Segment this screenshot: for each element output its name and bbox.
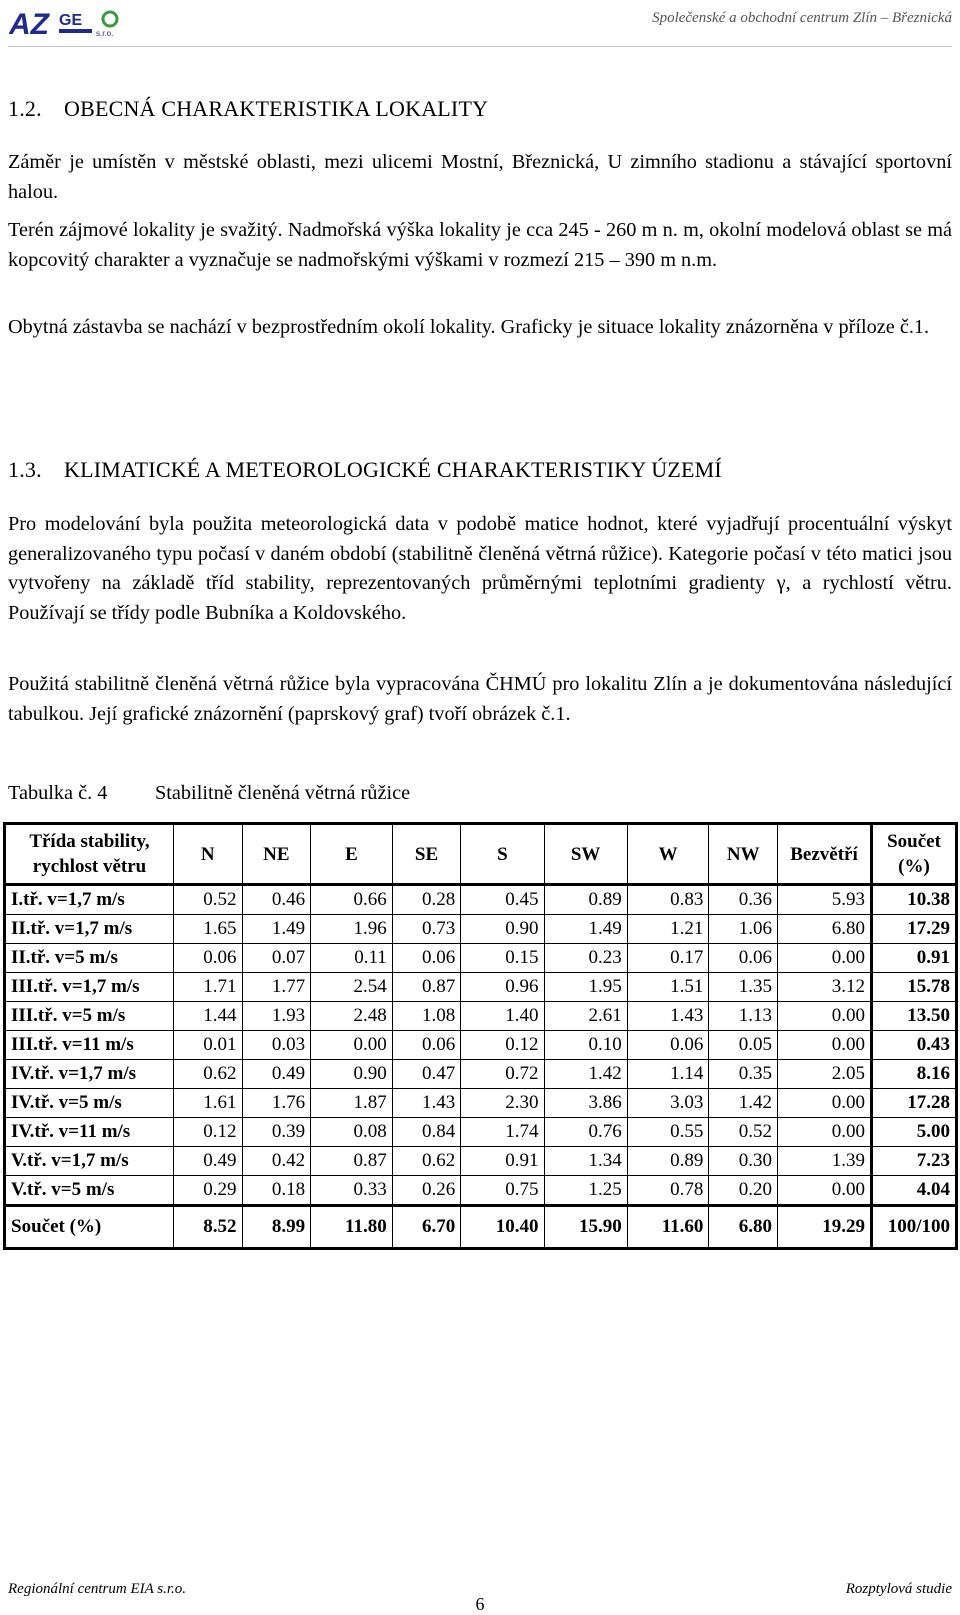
total-cell: 6.80 — [709, 1206, 778, 1249]
svg-text:s.r.o.: s.r.o. — [96, 29, 114, 38]
value-cell: 0.52 — [174, 885, 243, 915]
value-cell: 3.12 — [778, 973, 872, 1002]
table-row — [5, 1089, 957, 1118]
value-cell: 0.33 — [311, 1176, 393, 1206]
header-divider — [8, 46, 952, 47]
value-cell: 1.76 — [242, 1089, 311, 1118]
value-cell: 0.00 — [778, 1176, 872, 1206]
row-sum-cell: 17.29 — [872, 915, 957, 944]
footer-right-text: Rozptylová studie — [845, 1581, 952, 1597]
svg-text:AZ: AZ — [9, 8, 49, 38]
value-cell: 0.89 — [627, 1147, 709, 1176]
row-sum-cell: 8.16 — [872, 1060, 957, 1089]
value-cell: 0.78 — [627, 1176, 709, 1206]
stability-class-cell: II.tř. v=1,7 m/s — [5, 915, 174, 944]
table-row — [5, 1147, 957, 1176]
value-cell: 0.29 — [174, 1176, 243, 1206]
value-cell: 0.11 — [311, 944, 393, 973]
table-row — [5, 1118, 957, 1147]
value-cell: 1.13 — [709, 1002, 778, 1031]
total-cell: 11.60 — [627, 1206, 709, 1249]
value-cell: 0.36 — [709, 885, 778, 915]
value-cell: 1.25 — [544, 1176, 627, 1206]
paragraph: Pro modelování byla použita meteorologická data v podobě matice hodnot, které vyjadřují procentuální výskyt generalizovaného typu počasí v daném období (stabilitně členěná větrná růžice). Kategorie počasí v této matici jsou vytvořeny na základě tříd stability, reprezentovaných průměrnými teplotními gradienty γ, a rychlostí větru. Používají se třídy podle Bubníka a Koldovského. — [8, 513, 952, 624]
paragraph: Obytná zástavba se nachází v bezprostředním okolí lokality. Graficky je situace lokality znázorněna v příloze č.1. — [8, 316, 930, 338]
value-cell: 0.08 — [311, 1118, 393, 1147]
stability-class-cell: V.tř. v=5 m/s — [5, 1176, 174, 1206]
total-label-cell: Součet (%) — [5, 1206, 174, 1249]
value-cell: 0.73 — [392, 915, 461, 944]
azgeo-logo — [9, 8, 144, 38]
value-cell: 1.34 — [544, 1147, 627, 1176]
value-cell: 0.01 — [174, 1031, 243, 1060]
table-row — [5, 885, 957, 915]
value-cell: 0.84 — [392, 1118, 461, 1147]
value-cell: 5.93 — [778, 885, 872, 915]
page-header — [0, 0, 960, 44]
row-sum-cell: 7.23 — [872, 1147, 957, 1176]
value-cell: 0.76 — [544, 1118, 627, 1147]
total-cell: 15.90 — [544, 1206, 627, 1249]
header-cell: N — [174, 824, 243, 885]
value-cell: 0.10 — [544, 1031, 627, 1060]
header-cell: Třída stability, rychlost větru — [5, 824, 174, 885]
value-cell: 1.40 — [461, 1002, 544, 1031]
value-cell: 0.72 — [461, 1060, 544, 1089]
value-cell: 0.49 — [242, 1060, 311, 1089]
value-cell: 0.20 — [709, 1176, 778, 1206]
value-cell: 1.65 — [174, 915, 243, 944]
value-cell: 0.42 — [242, 1147, 311, 1176]
value-cell: 0.89 — [544, 885, 627, 915]
section-number: 1.2. — [8, 96, 42, 121]
svg-text:GE: GE — [59, 12, 83, 29]
value-cell: 0.30 — [709, 1147, 778, 1176]
table-total-row — [5, 1206, 957, 1249]
value-cell: 0.35 — [709, 1060, 778, 1089]
table-row — [5, 1002, 957, 1031]
value-cell: 0.00 — [778, 944, 872, 973]
value-cell: 0.47 — [392, 1060, 461, 1089]
section-title: KLIMATICKÉ A METEOROLOGICKÉ CHARAKTERISTIKY ÚZEMÍ — [64, 457, 722, 482]
value-cell: 1.87 — [311, 1089, 393, 1118]
value-cell: 0.39 — [242, 1118, 311, 1147]
header-cell: SW — [544, 824, 627, 885]
row-sum-cell: 5.00 — [872, 1118, 957, 1147]
value-cell: 1.71 — [174, 973, 243, 1002]
stability-class-cell: III.tř. v=1,7 m/s — [5, 973, 174, 1002]
header-cell: E — [311, 824, 393, 885]
table-row — [5, 944, 957, 973]
value-cell: 0.07 — [242, 944, 311, 973]
table-row — [5, 1176, 957, 1206]
value-cell: 0.62 — [174, 1060, 243, 1089]
value-cell: 0.26 — [392, 1176, 461, 1206]
value-cell: 0.52 — [709, 1118, 778, 1147]
value-cell: 1.61 — [174, 1089, 243, 1118]
total-cell: 10.40 — [461, 1206, 544, 1249]
value-cell: 1.74 — [461, 1118, 544, 1147]
page-footer — [0, 1570, 960, 1613]
value-cell: 0.18 — [242, 1176, 311, 1206]
value-cell: 0.00 — [778, 1118, 872, 1147]
value-cell: 1.42 — [544, 1060, 627, 1089]
value-cell: 3.03 — [627, 1089, 709, 1118]
value-cell: 1.06 — [709, 915, 778, 944]
value-cell: 0.49 — [174, 1147, 243, 1176]
row-sum-cell: 15.78 — [872, 973, 957, 1002]
value-cell: 0.46 — [242, 885, 311, 915]
value-cell: 0.66 — [311, 885, 393, 915]
section-title: OBECNÁ CHARAKTERISTIKA LOKALITY — [64, 96, 489, 121]
value-cell: 0.91 — [461, 1147, 544, 1176]
value-cell: 1.43 — [627, 1002, 709, 1031]
value-cell: 1.96 — [311, 915, 393, 944]
total-cell: 8.99 — [242, 1206, 311, 1249]
header-cell: S — [461, 824, 544, 885]
row-sum-cell: 0.91 — [872, 944, 957, 973]
total-cell: 19.29 — [778, 1206, 872, 1249]
value-cell: 0.06 — [627, 1031, 709, 1060]
value-cell: 6.80 — [778, 915, 872, 944]
value-cell: 1.95 — [544, 973, 627, 1002]
table-header-row — [5, 824, 957, 885]
value-cell: 0.83 — [627, 885, 709, 915]
value-cell: 0.06 — [392, 1031, 461, 1060]
stability-class-cell: IV.tř. v=5 m/s — [5, 1089, 174, 1118]
value-cell: 0.45 — [461, 885, 544, 915]
section-heading-1-2 — [8, 96, 488, 122]
table-row — [5, 1060, 957, 1089]
value-cell: 1.43 — [392, 1089, 461, 1118]
row-sum-cell: 17.28 — [872, 1089, 957, 1118]
value-cell: 1.44 — [174, 1002, 243, 1031]
header-cell: Součet (%) — [872, 824, 957, 885]
stability-class-cell: IV.tř. v=1,7 m/s — [5, 1060, 174, 1089]
header-cell: NE — [242, 824, 311, 885]
value-cell: 2.48 — [311, 1002, 393, 1031]
total-cell: 100/100 — [872, 1206, 957, 1249]
value-cell: 0.15 — [461, 944, 544, 973]
value-cell: 0.62 — [392, 1147, 461, 1176]
value-cell: 1.93 — [242, 1002, 311, 1031]
value-cell: 1.35 — [709, 973, 778, 1002]
section-number: 1.3. — [8, 457, 42, 482]
table-caption-text: Stabilitně členěná větrná růžice — [155, 782, 411, 804]
value-cell: 0.87 — [392, 973, 461, 1002]
value-cell: 1.49 — [544, 915, 627, 944]
value-cell: 2.30 — [461, 1089, 544, 1118]
table-row — [5, 915, 957, 944]
header-cell: NW — [709, 824, 778, 885]
footer-left-text: Regionální centrum EIA s.r.o. — [8, 1581, 187, 1597]
stability-class-cell: IV.tř. v=11 m/s — [5, 1118, 174, 1147]
value-cell: 0.06 — [392, 944, 461, 973]
total-cell: 8.52 — [174, 1206, 243, 1249]
value-cell: 1.39 — [778, 1147, 872, 1176]
stability-class-cell: V.tř. v=1,7 m/s — [5, 1147, 174, 1176]
paragraph: Záměr je umístěn v městské oblasti, mezi ulicemi Mostní, Březnická, U zimního stadionu a stávající sportovní halou. — [8, 151, 952, 203]
value-cell: 2.54 — [311, 973, 393, 1002]
table-row — [5, 973, 957, 1002]
value-cell: 0.55 — [627, 1118, 709, 1147]
table-caption-label: Tabulka č. 4 — [8, 782, 108, 804]
value-cell: 0.23 — [544, 944, 627, 973]
value-cell: 1.77 — [242, 973, 311, 1002]
total-cell: 6.70 — [392, 1206, 461, 1249]
value-cell: 1.51 — [627, 973, 709, 1002]
value-cell: 0.06 — [174, 944, 243, 973]
row-sum-cell: 4.04 — [872, 1176, 957, 1206]
stability-class-cell: III.tř. v=11 m/s — [5, 1031, 174, 1060]
header-title: Společenské a obchodní centrum Zlín – Březnická — [652, 10, 952, 26]
value-cell: 0.12 — [461, 1031, 544, 1060]
page-number: 6 — [475, 1594, 485, 1614]
value-cell: 0.00 — [778, 1002, 872, 1031]
value-cell: 0.05 — [709, 1031, 778, 1060]
row-sum-cell: 0.43 — [872, 1031, 957, 1060]
wind-rose-table — [3, 822, 958, 1250]
value-cell: 0.06 — [709, 944, 778, 973]
header-cell: W — [627, 824, 709, 885]
value-cell: 0.28 — [392, 885, 461, 915]
stability-class-cell: II.tř. v=5 m/s — [5, 944, 174, 973]
value-cell: 0.12 — [174, 1118, 243, 1147]
value-cell: 1.08 — [392, 1002, 461, 1031]
value-cell: 1.21 — [627, 915, 709, 944]
header-cell: SE — [392, 824, 461, 885]
value-cell: 0.00 — [311, 1031, 393, 1060]
value-cell: 1.42 — [709, 1089, 778, 1118]
value-cell: 1.49 — [242, 915, 311, 944]
value-cell: 2.61 — [544, 1002, 627, 1031]
value-cell: 0.90 — [311, 1060, 393, 1089]
table-row — [5, 1031, 957, 1060]
value-cell: 3.86 — [544, 1089, 627, 1118]
value-cell: 0.96 — [461, 973, 544, 1002]
header-cell: Bezvětří — [778, 824, 872, 885]
paragraph: Terén zájmové lokality je svažitý. Nadmořská výška lokality je cca 245 - 260 m n. m, okolní modelová oblast se má kopcovitý charakter a vyznačuje se nadmořskými výškami v rozmezí 215 – 390 m n.m. — [8, 219, 952, 271]
value-cell: 0.75 — [461, 1176, 544, 1206]
stability-class-cell: I.tř. v=1,7 m/s — [5, 885, 174, 915]
stability-class-cell: III.tř. v=5 m/s — [5, 1002, 174, 1031]
value-cell: 0.87 — [311, 1147, 393, 1176]
value-cell: 1.14 — [627, 1060, 709, 1089]
value-cell: 0.00 — [778, 1031, 872, 1060]
paragraph: Použitá stabilitně členěná větrná růžice byla vypracována ČHMÚ pro lokalitu Zlín a je dokumentována následující tabulkou. Její grafické znázornění (paprskový graf) tvoří obrázek č.1. — [8, 673, 952, 725]
table-caption — [8, 782, 410, 805]
section-heading-1-3 — [8, 457, 722, 483]
value-cell: 0.03 — [242, 1031, 311, 1060]
value-cell: 0.90 — [461, 915, 544, 944]
value-cell: 0.00 — [778, 1089, 872, 1118]
value-cell: 0.17 — [627, 944, 709, 973]
row-sum-cell: 10.38 — [872, 885, 957, 915]
total-cell: 11.80 — [311, 1206, 393, 1249]
value-cell: 2.05 — [778, 1060, 872, 1089]
row-sum-cell: 13.50 — [872, 1002, 957, 1031]
